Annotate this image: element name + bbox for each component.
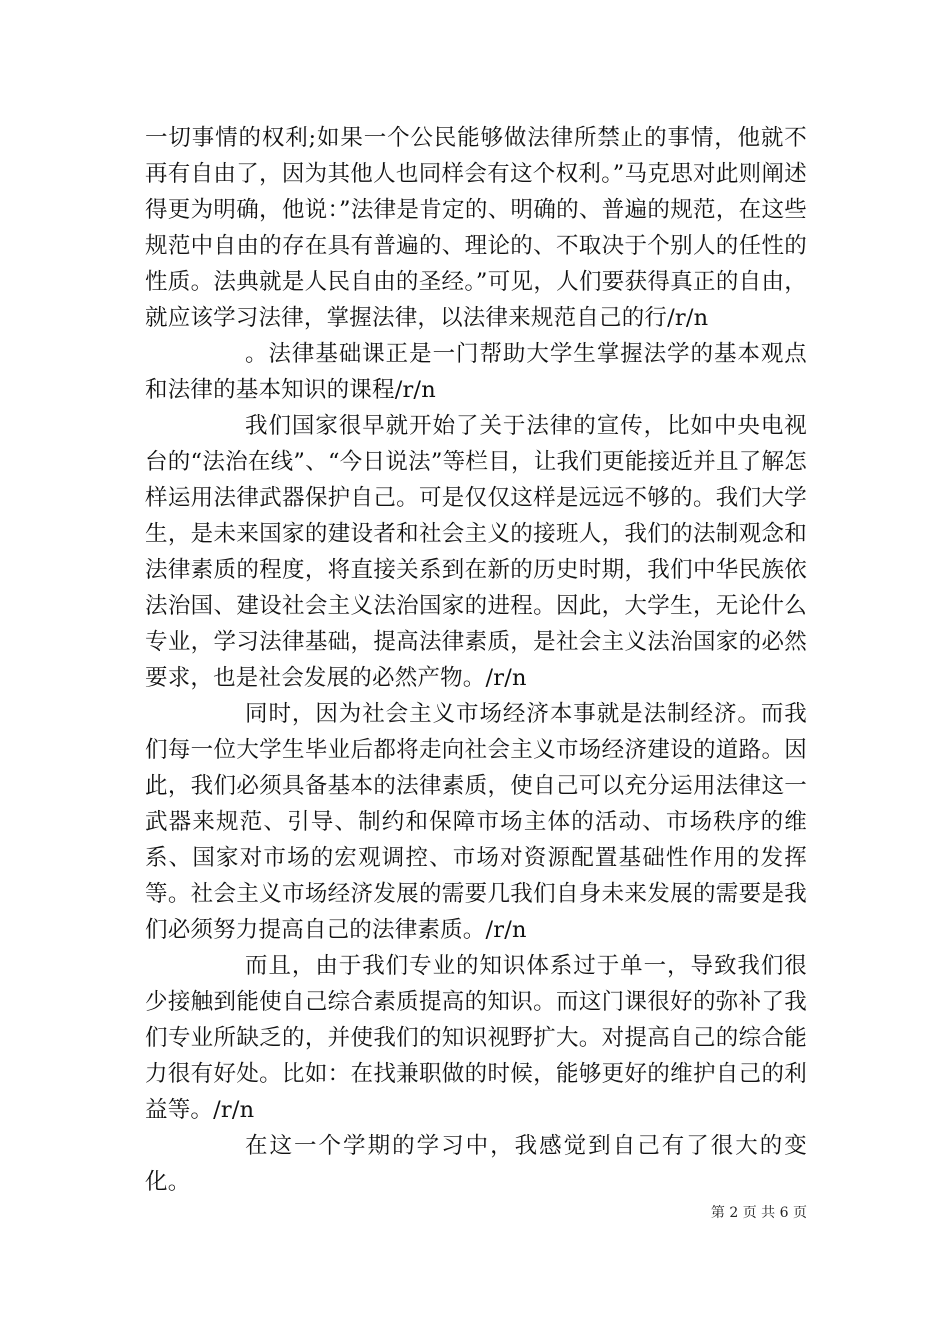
page-number-footer: 第 2 页 共 6 页 <box>710 1205 807 1221</box>
paragraph-continued: 一切事情的权利;如果一个公民能够做法律所禁止的事情，他就不再有自由了，因为其他人也同样会有这个权利。”马克思对此则阐述得更为明确，他说：”法律是肯定的、明确的、普遍的规范，在这些规范中自由的存在具有普遍的、理论的、不取决于个别人的任性的性质。法典就是人民自由的圣经。”可见，人们要获得真正的自由，就应该学习法律，掌握法律，以法律来规范自己的行/r/n <box>145 125 807 331</box>
paragraph: 我们国家很早就开始了关于法律的宣传，比如中央电视台的“法治在线”、“今日说法”等栏目，让我们更能接近并且了解怎样运用法律武器保护自己。可是仅仅这样是远远不够的。我们大学生，是未来国家的建设者和社会主义的接班人，我们的法制观念和法律素质的程度，将直接关系到在新的历史时期，我们中华民族依法治国、建设社会主义法治国家的进程。因此，大学生，无论什么专业，学习法律基础，提高法律素质，是社会主义法治国家的必然要求，也是社会发展的必然产物。/r/n <box>145 413 807 691</box>
paragraph: 同时，因为社会主义市场经济本事就是法制经济。而我们每一位大学生毕业后都将走向社会主义市场经济建设的道路。因此，我们必须具备基本的法律素质，使自己可以充分运用法律这一武器来规范、引导、制约和保障市场主体的活动、市场秩序的维系、国家对市场的宏观调控、市场对资源配置基础性作用的发挥等。社会主义市场经济发展的需要几我们自身未来发展的需要是我们必须努力提高自己的法律素质。/r/n <box>145 701 807 943</box>
paragraph: 而且，由于我们专业的知识体系过于单一，导致我们很少接触到能使自己综合素质提高的知识。而这门课很好的弥补了我们专业所缺乏的，并使我们的知识视野扩大。对提高自己的综合能力很有好处。比如：在找兼职做的时候，能够更好的维护自己的利益等。/r/n <box>145 953 807 1123</box>
paragraph: 在这一个学期的学习中，我感觉到自己有了很大的变化。 <box>145 1133 807 1195</box>
paragraph: 。法律基础课正是一门帮助大学生掌握法学的基本观点和法律的基本知识的课程/r/n <box>145 341 807 403</box>
body-text <box>145 120 807 1200</box>
